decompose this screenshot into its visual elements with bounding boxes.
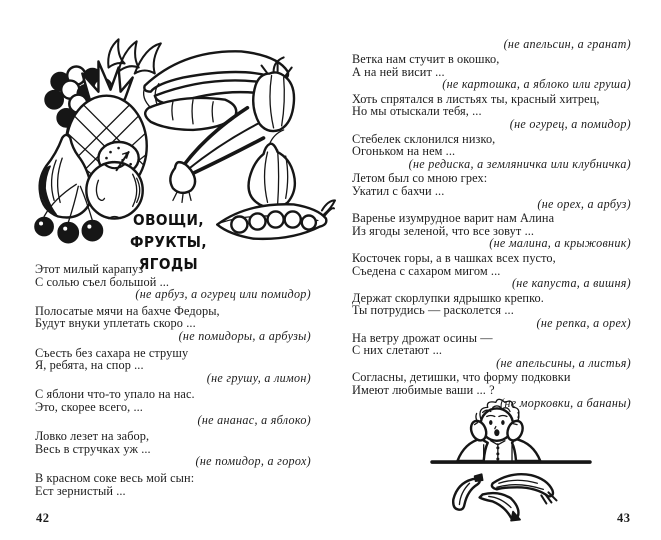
riddle: [352, 332, 633, 370]
riddle: [35, 305, 313, 343]
riddle-line: Ловко лезет на забор,: [35, 429, 150, 444]
page-number-right: 43: [617, 511, 631, 525]
riddle-answer: (не помидоры, а арбузы): [178, 328, 311, 343]
riddle-line: Стебелек склонился низко,: [352, 131, 496, 146]
riddle: [352, 172, 633, 210]
riddle-line: Летом был со мною грех:: [352, 171, 488, 186]
riddle-line: Съесть без сахара не струшу: [35, 345, 189, 360]
riddle-line: Укатил с бахчи ...: [352, 184, 445, 199]
riddle: [35, 430, 313, 468]
riddle-answer: (не репка, а орех): [536, 315, 631, 330]
riddle-line: Этот милый карапуз: [35, 262, 144, 276]
riddle-line: Съедена с сахаром мигом ...: [352, 263, 501, 278]
riddle-line: С яблони что-то упало на нас.: [35, 387, 195, 402]
riddle: [352, 212, 633, 250]
riddle: [352, 292, 633, 330]
riddle: [352, 53, 633, 91]
riddle-answer: (не апельсины, а листья): [496, 355, 631, 370]
riddle: [35, 347, 313, 385]
riddle-answer: (не морковки, а бананы): [500, 395, 631, 410]
riddle-line: Ветка нам стучит в окошко,: [352, 52, 500, 67]
section-title-line2: ФРУКТЫ, ЯГОДЫ: [130, 233, 207, 273]
riddle: [35, 472, 313, 497]
riddle: [35, 388, 313, 426]
right-page-riddles: [352, 38, 633, 411]
riddle-answer: (не орех, а арбуз): [537, 196, 631, 211]
riddle-line: Хоть спрятался в листьях ты, красный хитрец,: [352, 91, 600, 106]
riddle: [352, 133, 633, 171]
riddle-line: Огоньком на нем ...: [352, 144, 456, 159]
riddle-line: В красном соке весь мой сын:: [35, 470, 195, 485]
riddle-line: С солью съел большой ...: [35, 274, 170, 289]
riddle: [35, 263, 313, 301]
riddle-line: Но мы отыскали тебя, ...: [352, 104, 482, 119]
riddle-answer: (не грушу, а лимон): [206, 370, 311, 385]
riddle-line: Будут внуки уплетать скоро ...: [35, 316, 196, 331]
riddle-line: Косточек горы, а в чашках всех пусто,: [352, 251, 556, 265]
riddle-answer: (не редиска, а земляничка или клубничка): [408, 156, 631, 171]
riddle-line: С них слетают ...: [352, 343, 443, 358]
riddle-answer-carryover: (не апельсин, а гранат): [503, 37, 631, 51]
riddle-answer: (не ананас, а яблоко): [197, 412, 311, 427]
riddle-line: Держат скорлупки ядрышко крепко.: [352, 290, 544, 305]
riddle-line: Весь в стручках уж ...: [35, 441, 151, 456]
section-title-line1: ОВОЩИ,: [133, 211, 204, 229]
riddle-line: Согласны, детишки, что форму подковки: [352, 370, 571, 385]
riddle-answer: (не капуста, а вишня): [511, 276, 631, 291]
riddle-answer: (не огурец, а помидор): [509, 117, 631, 132]
child-with-bananas-illustration: [424, 398, 598, 522]
riddle-line: Имеют любимые ваши ... ?: [352, 382, 495, 397]
riddle-line: На ветру дрожат осины —: [352, 330, 493, 345]
riddle-line: А на ней висит ...: [352, 64, 445, 79]
riddle-line: Ты потрудись — расколется ...: [352, 303, 514, 318]
left-page-riddles: [35, 263, 313, 501]
riddle: [352, 93, 633, 131]
riddle-line: Из ягоды зеленой, что все зовут ...: [352, 223, 535, 238]
riddle-line: Варенье изумрудное варит нам Алина: [352, 211, 555, 226]
riddle-line: Полосатые мячи на бахче Федоры,: [35, 303, 220, 318]
riddle: [352, 252, 633, 290]
page-number-left: 42: [36, 511, 50, 525]
riddle-answer: (не малина, а крыжовник): [489, 236, 631, 251]
riddle-line: Ест зернистый ...: [35, 483, 126, 498]
riddle-answer: (не картошка, а яблоко или груша): [442, 77, 631, 92]
riddle-answer: (не помидор, а горох): [195, 454, 311, 469]
riddle-answer: (не арбуз, а огурец или помидор): [135, 287, 311, 302]
riddle-line: Я, ребята, на спор ...: [35, 358, 144, 373]
riddle-line: Это, скорее всего, ...: [35, 399, 143, 414]
